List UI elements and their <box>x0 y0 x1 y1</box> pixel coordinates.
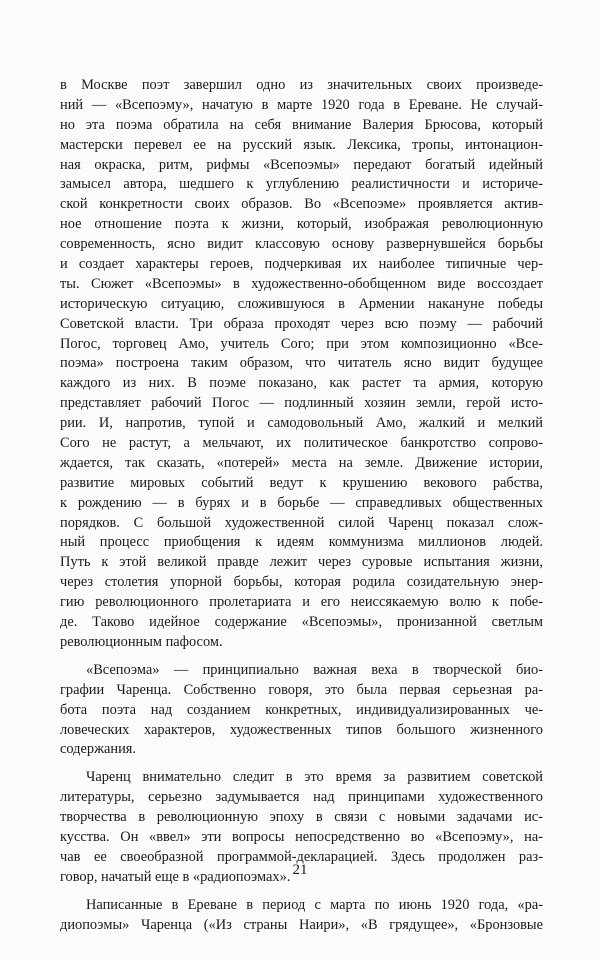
text-line: и создает характеры героев, подчеркивая их наиболее типичные чер- <box>60 256 543 273</box>
text-line: диопоэмы» Чаренца («Из страны Наири», «В грядущее», «Бронзовые <box>60 916 543 933</box>
text-line: революционным пафосом. <box>60 633 223 650</box>
text-line: каждого из них. В поэме показано, как растет та армия, которую <box>60 375 543 392</box>
text-line: ждается, так сказать, «потерей» места на земле. Движение истории, <box>60 454 543 471</box>
text-line: мастерски перевел ее на русский язык. Лексика, тропы, интонацион- <box>60 136 543 153</box>
text-line: представляет рабочий Погос — подлинный хозяин земли, герой исто- <box>60 395 543 412</box>
page-number: 21 <box>292 862 308 878</box>
text-line: к рождению — в бурях и в борьбе — справедливых общественных <box>60 494 543 511</box>
text-line: графии Чаренца. Собственно говоря, это была первая серьезная ра- <box>60 681 543 698</box>
text-line: Чаренц внимательно следит в это время за развитием советской <box>86 769 543 786</box>
text-line: гию революционного пролетариата и его неиссякаемую волю к побе- <box>60 594 543 611</box>
paragraph <box>60 896 543 936</box>
paragraph <box>60 661 543 760</box>
text-line: ты. Сюжет «Всепоэмы» в художественно-обобщенном виде воссоздает <box>60 275 543 292</box>
text-line: историческую ситуацию, сложившуюся в Армении накануне победы <box>60 295 543 312</box>
text-line: говор, начатый еще в «радиопоэмах». <box>60 868 291 885</box>
text-line: поэма» построена таким образом, что читатель ясно видит будущее <box>60 355 543 372</box>
text-line: через столетия упорной борьбы, которая родила созидательную энер- <box>60 574 543 591</box>
text-line: Погос, торговец Амо, учитель Сого; при этом композиционно «Все- <box>60 335 543 352</box>
text-line: развитие мировых событий ведут к крушению векового рабства, <box>60 474 543 491</box>
text-line: бота поэта над созданием конкретных, индивидуализированных че- <box>60 701 543 718</box>
text-line: ской конкретности своих образов. Во «Всепоэме» проявляется актив- <box>60 196 543 213</box>
text-line: Путь к этой великой правде лежит через суровые испытания жизни, <box>60 554 543 571</box>
text-line: замысел автора, шедшего к углублению реалистичности и историче- <box>60 176 543 193</box>
text-line: литературы, серьезно задумывается над принципами художественного <box>60 789 543 806</box>
text-line: Советской власти. Три образа проходят через всю поэму — рабочий <box>60 315 543 332</box>
text-line: ная окраска, ритм, рифмы «Всепоэмы» передают богатый идейный <box>60 156 543 173</box>
text-line: порядков. С большой художественной силой Чаренц показал слож- <box>60 514 543 531</box>
text-line: творчества в революционную эпоху в связи с новыми задачами ис- <box>60 809 543 826</box>
text-line: чав ее своеобразной программой-декларацией. Здесь продолжен раз- <box>60 848 543 865</box>
text-line: де. Таково идейное содержание «Всепоэмы», пронизанной светлым <box>60 614 543 631</box>
text-line: Сого не растут, а мельчают, их политическое банкротство сопрово- <box>60 435 543 452</box>
text-line: Написанные в Ереване в период с марта по июнь 1920 года, «ра- <box>86 896 543 913</box>
text-line: в Москве поэт завершил одно из значительных своих произведе- <box>60 77 543 93</box>
text-line: ный процесс приобщения к идеям коммунизма миллионов людей. <box>60 534 543 551</box>
text-line: ловеческих характеров, художественных типов большого жизненного <box>60 721 543 738</box>
text-line: но эта поэма обратила на себя внимание Валерия Брюсова, который <box>60 116 543 133</box>
text-line: содержания. <box>60 741 137 758</box>
text-line: рии. И, напротив, тупой и самодовольный Амо, жалкий и мелкий <box>60 415 543 432</box>
text-line: современность, ясно видит классовую основу развернувшейся борьбы <box>60 236 543 253</box>
paragraph <box>60 76 543 653</box>
text-line: «Всепоэма» — принципиально важная веха в творческой био- <box>86 661 543 678</box>
text-line: ное отношение поэта к жизни, который, изображая революционную <box>60 216 543 233</box>
text-line: ний — «Всепоэму», начатую в марте 1920 года в Ереване. Не случай- <box>60 96 543 113</box>
text-line: кусства. Он «ввел» эти вопросы непосредственно во «Всепоэму», на- <box>60 828 543 845</box>
body-text <box>60 76 543 935</box>
